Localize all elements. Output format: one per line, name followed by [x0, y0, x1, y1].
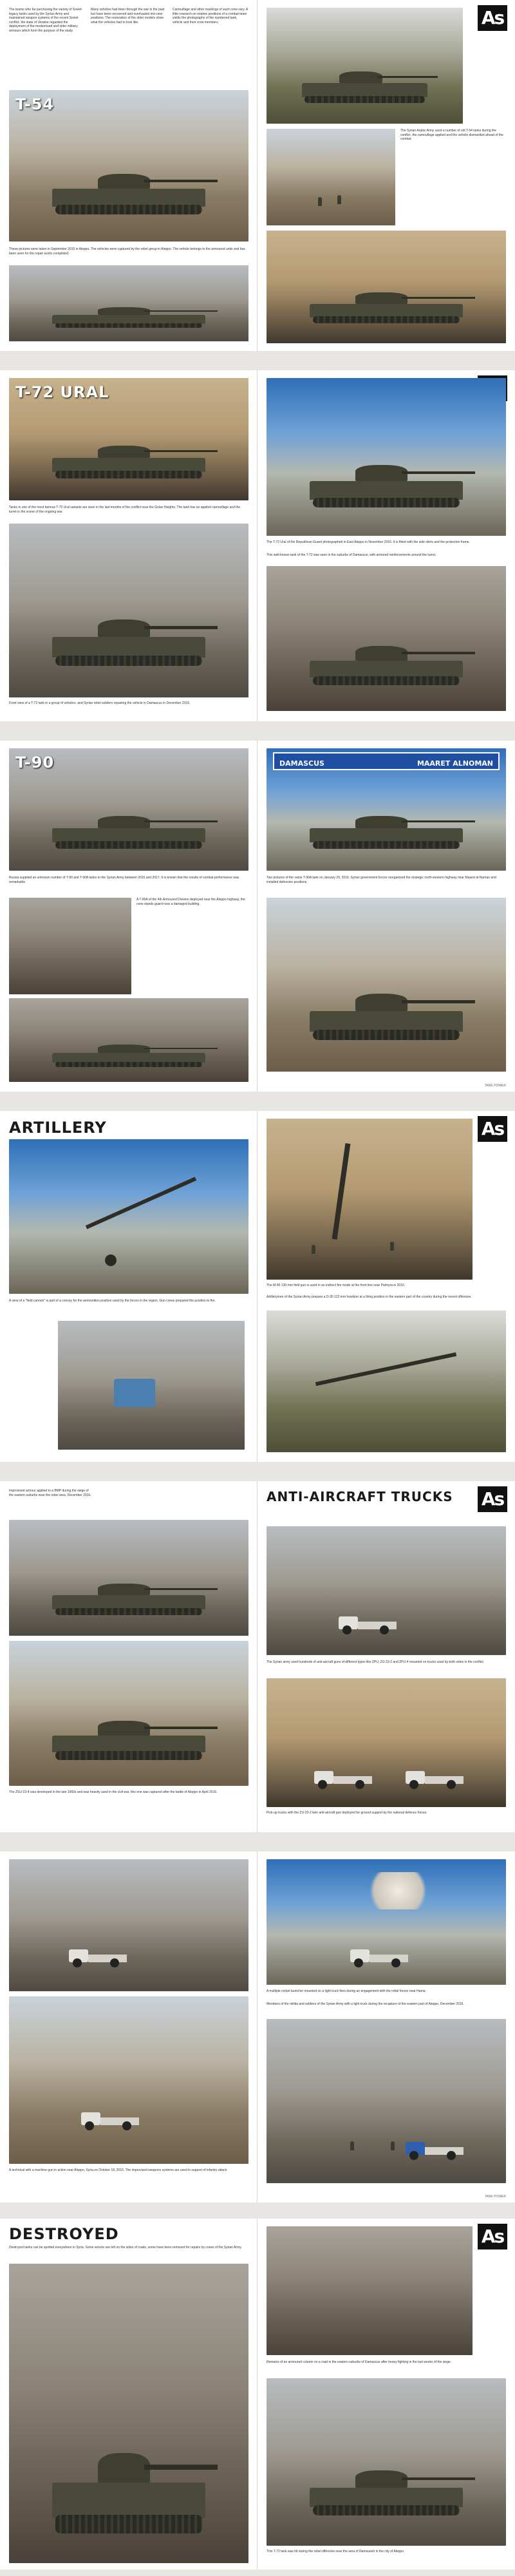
right-page — [258, 1852, 515, 2202]
tank-illustration — [52, 307, 205, 328]
photo-caption: A technical with a machine gun in action near Aleppo, Syria on October 18, 2016. The improvised weapons systems are used in support of infantry attack. — [9, 2168, 228, 2172]
sign-destination: DAMASCUS — [279, 759, 324, 768]
t90-road-sign-photo — [267, 748, 506, 871]
left-page — [0, 741, 258, 1092]
t90-photo-2 — [9, 898, 131, 994]
section-title: T-90 — [15, 753, 55, 772]
intro-columns — [9, 8, 248, 33]
photo-caption: Russia supplied an unknown number of T-90 and T-90A tanks to the Syrian Army between 2015 and 2017. It is known that the results of combat performance was remarkable. — [9, 876, 239, 884]
sign-destination: MAARET ALNOMAN — [417, 759, 493, 768]
t72-photo-4 — [267, 566, 506, 711]
publisher-logo: As — [478, 2224, 507, 2249]
destroyed-photo — [9, 2264, 248, 2563]
intro-column: The teams who far purchasing the variety of Soviet-legacy tanks used by the Syrian Army and maintained weapon systems of the recent Soviet conflict, the state of Ukraine regarded the deployment of the modernised and older military armours which form the purpose of the study. — [9, 8, 83, 33]
section-title: T-54 — [15, 95, 55, 113]
section-title: DESTROYED — [9, 2225, 119, 2243]
photo-caption: The Syrian Arabic Army used a number of old T-54 tanks during the conflict, the camouflage applied and the vehicle dismantled ahead of the combat. — [400, 129, 503, 141]
tank-illustration — [52, 815, 205, 849]
right-page — [258, 741, 515, 1092]
photo-caption: Remains of an armoured column on a road in the eastern suburbs of Damascus after heavy fighting in the last weeks of the siege. — [267, 2360, 452, 2364]
spread-t90 — [0, 741, 515, 1092]
spread-anti-aircraft — [0, 1481, 515, 1832]
road-sign — [273, 752, 500, 770]
technical-photo — [9, 1859, 248, 1991]
running-footer: TANK POWER — [484, 2195, 506, 2199]
running-footer: TANK POWER — [484, 1084, 506, 1088]
bmp-photo — [9, 1520, 248, 1636]
photo-caption: This T-72 tank was hit during the rebel offensive near the area of Ramouseh in the city of Aleppo. — [267, 2550, 405, 2553]
equipment-object — [114, 1379, 155, 1407]
soldier-figure — [350, 2141, 354, 2150]
artillery-photo-4 — [267, 1311, 506, 1452]
tank-illustration — [310, 645, 463, 685]
t72-photo-2 — [9, 524, 248, 697]
section-title: T-72 URAL — [15, 383, 109, 401]
truck-illustration — [406, 1770, 464, 1789]
tank-illustration — [52, 2449, 205, 2533]
t54-photo-2 — [9, 265, 248, 341]
artillery-photo-2 — [58, 1321, 245, 1450]
smoke-plume — [362, 1872, 435, 1910]
gun-barrel — [315, 1352, 457, 1386]
right-page — [258, 0, 515, 351]
t90-photo-3 — [9, 998, 248, 1082]
technical-crew-photo — [267, 2019, 506, 2183]
photo-caption: Artillerymen of the Syrian Army prepare a D-30 122 mm howitzer at a firing position in the eastern part of the country during the recent offensive. — [267, 1295, 472, 1299]
left-page — [0, 370, 258, 721]
tank-illustration — [310, 2468, 463, 2515]
photo-caption: Improvised armour applied to a BMP during the siege of the eastern suburbs near the rebel area, December 2016. — [9, 1489, 91, 1497]
section-title: ARTILLERY — [9, 1119, 107, 1137]
zsu-photo — [9, 1641, 248, 1786]
truck-illustration — [314, 1770, 372, 1789]
tank-illustration — [310, 463, 463, 507]
photo-caption: Two pictures of the same T-90A tank on January 29, 2016. Syrian government forces reorganized the strategic north-western highway near Maaret al-Numan and installed defensive positions. — [267, 876, 496, 884]
t54-crew-photo — [267, 129, 395, 225]
right-page — [258, 370, 515, 721]
tank-illustration — [52, 1043, 205, 1066]
truck-illustration — [69, 1948, 127, 1967]
artillery-photo — [9, 1139, 248, 1294]
publisher-logo: As — [478, 1116, 507, 1142]
artillery-photo-3 — [267, 1119, 473, 1280]
publisher-logo: As — [478, 1486, 507, 1512]
truck-illustration — [81, 2111, 139, 2130]
destroyed-photo-2 — [267, 2226, 473, 2355]
spread-t54 — [0, 0, 515, 351]
t72-photo-3 — [267, 378, 506, 536]
photo-caption: Destroyed tanks can be spotted everywhere in Syria. Some wrecks are left on the sides of roads, some have been removed for repairs by crews of the Syrian Army. — [9, 2246, 242, 2249]
technical-photo-2 — [9, 1996, 248, 2164]
photo-caption: This well-known tank of the T-72 was seen in the suburbs of Damascus, with armored reinforcements around the turret. — [267, 553, 436, 557]
spread-artillery — [0, 1111, 515, 1462]
t90-photo-4 — [267, 898, 506, 1072]
soldier-figure — [391, 2141, 395, 2150]
right-page — [258, 1111, 515, 1462]
spread-technicals — [0, 1852, 515, 2202]
soldier-figure — [390, 1242, 394, 1251]
tank-illustration — [52, 1719, 205, 1760]
left-page — [0, 1852, 258, 2202]
photo-caption: Pick-up trucks with the ZU-23-2 twin anti-aircraft gun deployed for ground support by the national defence forces. — [267, 1811, 427, 1815]
spread-destroyed — [0, 2219, 515, 2570]
tank-illustration — [310, 992, 463, 1041]
tank-illustration — [302, 70, 427, 102]
t90-photo — [9, 748, 248, 871]
photo-caption: A view of a "field cannon" is part of a convoy for the ammunition position used by the forces in the region. Gun crews prepared the position to fire. — [9, 1299, 216, 1303]
rocket-launcher-photo — [267, 1859, 506, 1985]
t54-photo-4 — [267, 231, 506, 343]
t54-photo — [9, 90, 248, 242]
intro-column: Camouflage and other markings of each crew vary. A little research on relative positions of a combat team yields the photographs of the numbered tank, vehicle and their crew members. — [173, 8, 248, 24]
truck-illustration — [350, 1948, 408, 1967]
left-page — [0, 1111, 258, 1462]
section-title: ANTI-AIRCRAFT TRUCKS — [267, 1489, 453, 1504]
t54-photo-3 — [267, 8, 463, 124]
publisher-logo: As — [478, 5, 507, 31]
right-page — [258, 1481, 515, 1832]
photo-caption: Tanks in one of the most famous T-72 Ural variants are seen in the last months of the conflict near the Golan Heights. The tank has an applied camouflage and the turret in the scene of the ongoing war. — [9, 506, 241, 514]
photo-caption: A T-90A of the 4th Armoured Division deployed near the Aleppo highway, the crew stands guard near a damaged building. — [136, 898, 245, 906]
destroyed-photo-3 — [267, 2378, 506, 2546]
gun-barrel — [332, 1143, 351, 1240]
photo-caption: The Syrian army used hundreds of anti-aircraft guns of different types like ZPU, ZU-23-2 and ZPU-4 mounted on trucks used by both sides in the conflict. — [267, 1660, 485, 1664]
aa-truck-photo — [267, 1526, 506, 1655]
photo-caption: The T-72 Ural of the Republican Guard photographed in East Aleppo in November 2016. It is fitted with the side skirts and the protection frame. — [267, 540, 470, 544]
truck-illustration — [339, 1615, 397, 1634]
aa-truck-photo-2 — [267, 1678, 506, 1807]
t72-photo — [9, 378, 248, 500]
photo-caption: The M-46 130 mm field gun is used in an indirect fire mode at the front line near Palmyra in 2016. — [267, 1283, 406, 1287]
left-page — [0, 1481, 258, 1832]
soldier-figure — [337, 195, 341, 204]
tank-illustration — [52, 444, 205, 478]
photo-caption: These pictures were taken in September 2015 in Aleppo. The vehicles were captured by the rebel group in Aleppo. The vehicle belongs to the armoured units and has been seen for the repair works completed. — [9, 247, 245, 256]
truck-illustration — [406, 2141, 464, 2160]
soldier-figure — [312, 1245, 315, 1254]
photo-caption: Members of the militia and soldiers of the Syrian Army with a light truck during the recapture of the eastern part of Aleppo, December 2016. — [267, 2002, 464, 2006]
tank-illustration — [52, 172, 205, 214]
tank-illustration — [310, 815, 463, 849]
tank-illustration — [52, 1582, 205, 1615]
gun-barrel — [85, 1177, 196, 1229]
photo-caption: Front view of a T-72 tank in a group of vehicles, and Syrian rebel soldiers repairing the vehicle in Damascus in December 2016. — [9, 701, 191, 705]
soldier-figure — [318, 197, 322, 206]
tank-illustration — [310, 292, 463, 323]
left-page — [0, 2219, 258, 2570]
spread-t72 — [0, 370, 515, 721]
left-page — [0, 0, 258, 351]
right-page — [258, 2219, 515, 2570]
gun-wheel — [105, 1255, 117, 1266]
photo-caption: The ZSU-23-4 was developed in the late 1960s and was heavily used in the civil war, this one was captured after the battle of Aleppo in April 2016. — [9, 1790, 218, 1794]
intro-column: Many vehicles had been through the war in the past but have been recovered and overhauled into new positions. The restoration of the older models show what the vehicles had to look like. — [91, 8, 165, 24]
tank-illustration — [52, 618, 205, 667]
photo-caption: A multiple rocket launcher mounted on a light truck fires during an engagement with the rebel forces near Hama. — [267, 1989, 426, 1993]
